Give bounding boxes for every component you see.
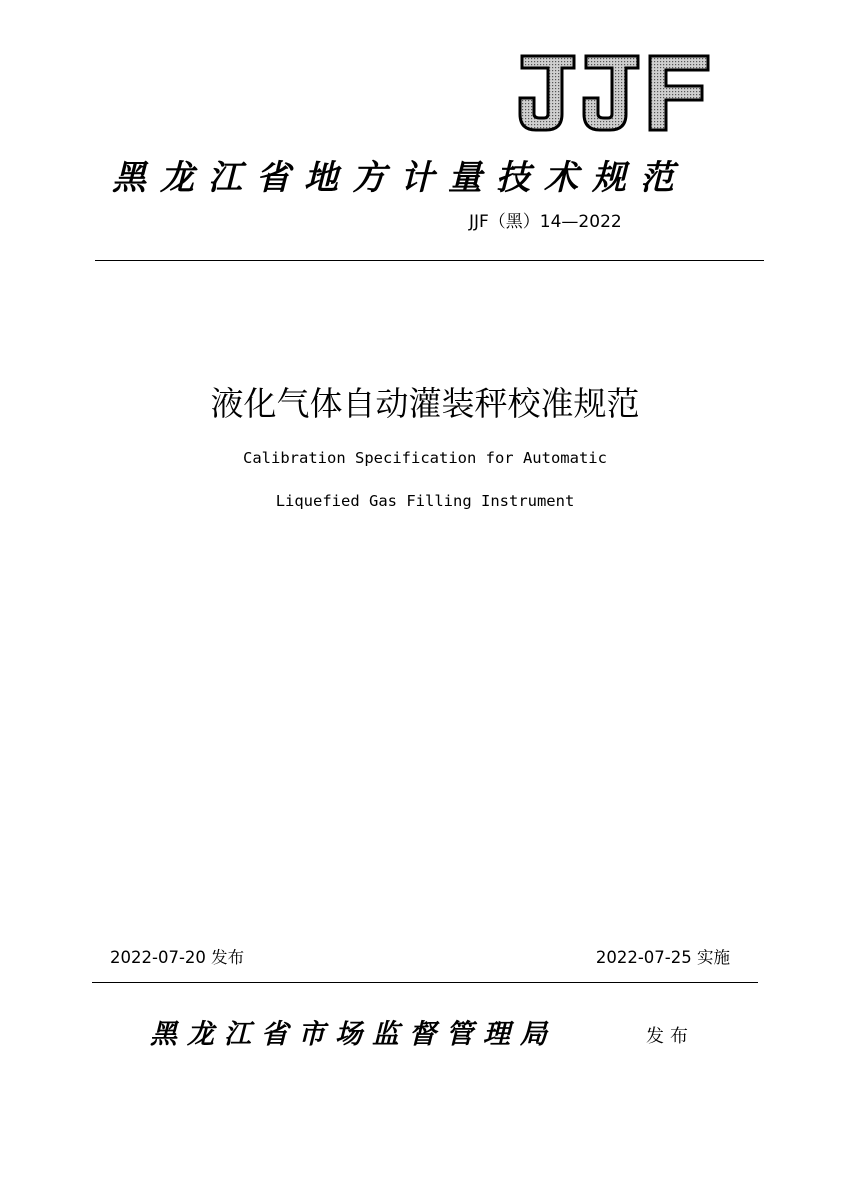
logo-text: JJF	[516, 52, 518, 53]
implementation-date: 2022-07-25 实施	[595, 948, 730, 967]
english-title-line-2: Liquefied Gas Filling Instrument	[275, 492, 575, 510]
issue-date: 2022-07-20 发布	[110, 948, 245, 967]
publisher-name: 黑龙江省市场监督管理局	[150, 1019, 557, 1050]
publish-label: 发布	[646, 1026, 694, 1047]
english-title-line-1: Calibration Specification for Automatic	[243, 449, 607, 467]
issuing-authority-title: 黑龙江省地方计量技术规范	[112, 158, 688, 198]
top-divider	[95, 260, 764, 261]
document-title: 液化气体自动灌装秤校准规范	[210, 384, 640, 423]
bottom-divider	[92, 982, 758, 983]
document-number: JJF（黑）14—2022	[469, 212, 622, 232]
jjf-logo	[516, 52, 712, 134]
